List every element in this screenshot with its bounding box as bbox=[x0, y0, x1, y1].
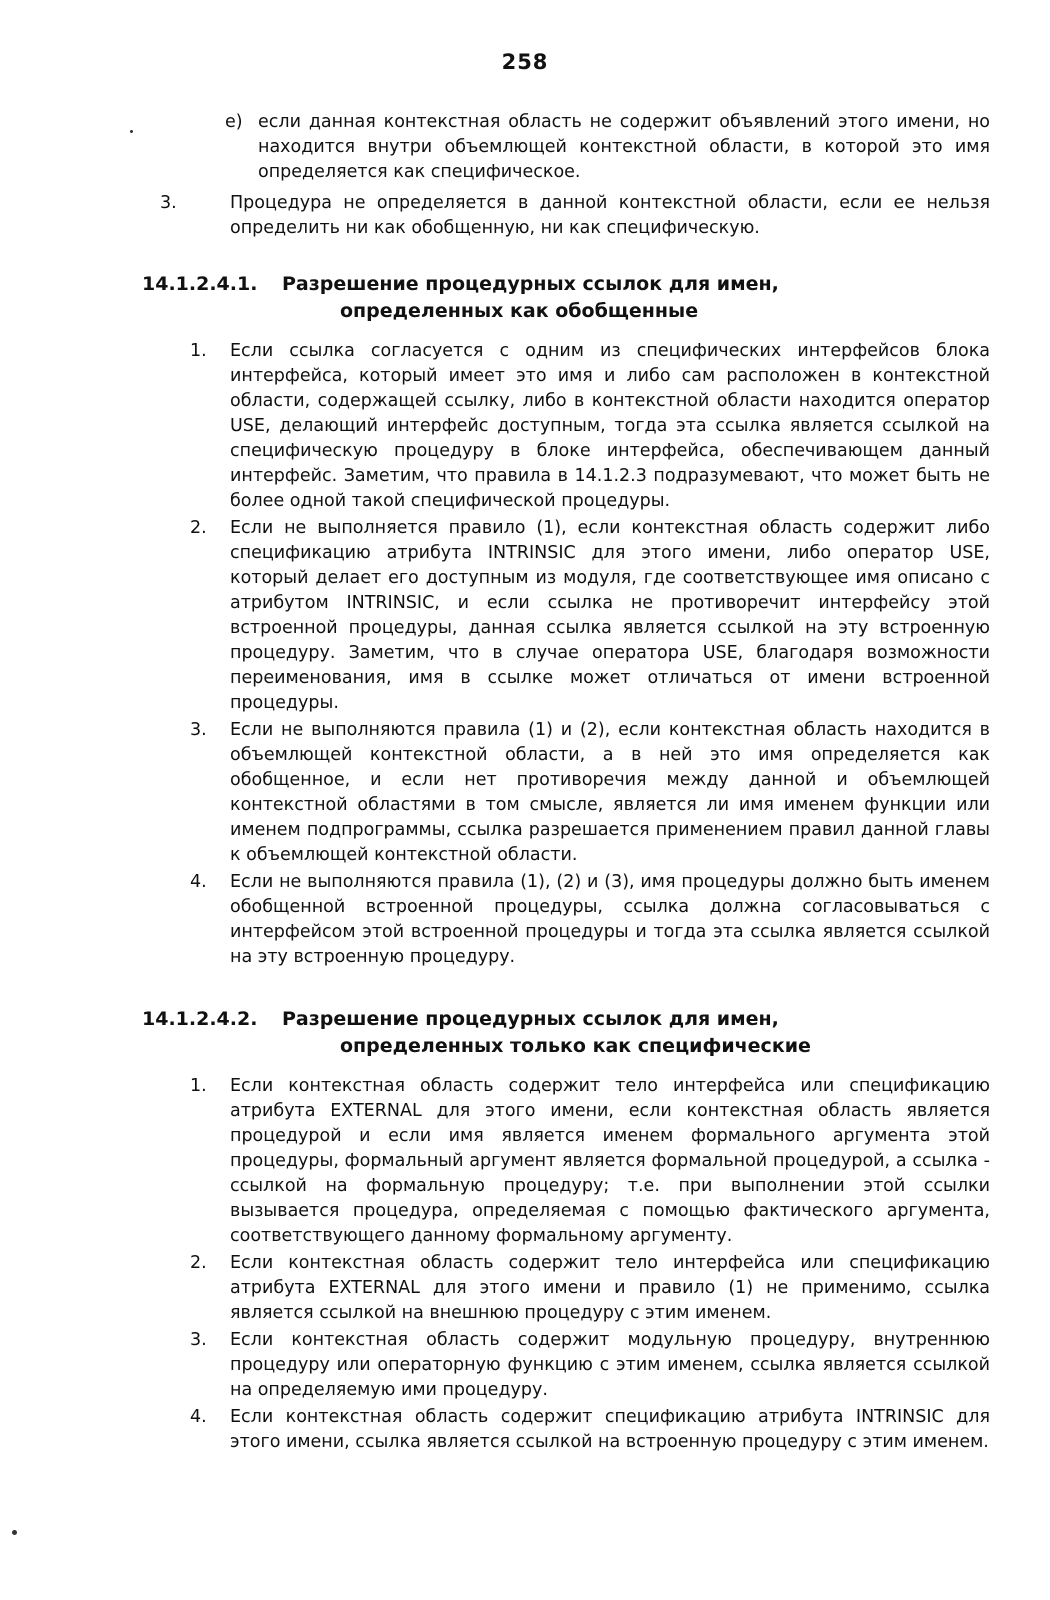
section-heading-14-1-2-4-2 bbox=[142, 1006, 990, 1060]
intro-item-e bbox=[160, 110, 990, 185]
section-number: 14.1.2.4.1. bbox=[142, 273, 258, 295]
section-title-line2: определенных только как специфические bbox=[340, 1035, 811, 1057]
list-item bbox=[160, 1328, 990, 1403]
intro-item-3 bbox=[160, 191, 990, 241]
list-item-text: Если контекстная область содержит тело интерфейса или спецификацию атрибута EXTERNAL для этого имени, если контекстная область является процедурой и если имя является именем формального аргумента этой процедуры, формальный аргумент является формальной процедурой, а ссылка - ссылкой на формальную процедуру; т.е. при выполнении этой ссылки вызывается процедура, определяемая с помощью фактического аргумента, соответствующего данному формальному аргументу. bbox=[230, 1076, 990, 1246]
scan-speck bbox=[12, 1530, 17, 1535]
list-item-marker: 4. bbox=[190, 872, 207, 892]
intro-item-e-text: если данная контекстная область не содержит объявлений этого имени, но находится внутри объемлющей контекстной области, в которой это имя определяется как специфическое. bbox=[258, 112, 990, 182]
list-item-text: Если контекстная область содержит спецификацию атрибута INTRINSIC для этого имени, ссылка является ссылкой на встроенную процедуру с этим именем. bbox=[230, 1407, 990, 1452]
section-title-line1: Разрешение процедурных ссылок для имен, bbox=[282, 273, 779, 295]
page-content bbox=[142, 110, 990, 1457]
page-number: 258 bbox=[501, 50, 549, 74]
section2-list bbox=[160, 1074, 990, 1455]
list-item-text: Если не выполняются правила (1), (2) и (3), имя процедуры должно быть именем обобщенной встроенной процедуры, ссылка должна согласовываться с интерфейсом этой встроенной процедуры и тогда эта ссылка является ссылкой на эту встроенную процедуру. bbox=[230, 872, 990, 967]
list-item-marker: 2. bbox=[190, 518, 207, 538]
intro-item-3-marker: 3. bbox=[160, 193, 177, 213]
list-item bbox=[160, 1251, 990, 1326]
list-item bbox=[160, 339, 990, 514]
intro-item-e-marker: е) bbox=[225, 112, 243, 132]
list-item-marker: 2. bbox=[190, 1253, 207, 1273]
list-item-text: Если не выполняются правила (1) и (2), если контекстная область находится в объемлющей контекстной области, а в ней это имя определяется как обобщенное, и если нет противоречия между данной и объемлющей контекстной областями в том смысле, является ли имя именем функции или именем подпрограммы, ссылка разрешается применением правил данной главы к объемлющей контекстной области. bbox=[230, 720, 990, 865]
section-title-line1: Разрешение процедурных ссылок для имен, bbox=[282, 1008, 779, 1030]
list-item-marker: 1. bbox=[190, 341, 207, 361]
list-item bbox=[160, 718, 990, 868]
list-item-text: Если ссылка согласуется с одним из специфических интерфейсов блока интерфейса, который имеет это имя и либо сам расположен в контекстной области, содержащей ссылку, либо в контекстной области находится оператор USE, делающий интерфейс доступным, тогда эта ссылка является ссылкой на специфическую процедуру в блоке интерфейса, обеспечивающем данный интерфейс. Заметим, что правила в 14.1.2.3 подразумевают, что может быть не более одной такой специфической процедуры. bbox=[230, 341, 990, 511]
list-item-marker: 3. bbox=[190, 720, 207, 740]
list-item-marker: 1. bbox=[190, 1076, 207, 1096]
section-title-line2: определенных как обобщенные bbox=[340, 300, 699, 322]
list-item bbox=[160, 516, 990, 716]
list-item bbox=[160, 1405, 990, 1455]
section1-list bbox=[160, 339, 990, 970]
list-item bbox=[160, 870, 990, 970]
list-item bbox=[160, 1074, 990, 1249]
list-item-text: Если контекстная область содержит тело интерфейса или спецификацию атрибута EXTERNAL для этого имени и правило (1) не применимо, ссылка является ссылкой на внешнюю процедуру с этим именем. bbox=[230, 1253, 990, 1323]
list-item-marker: 4. bbox=[190, 1407, 207, 1427]
scan-speck bbox=[130, 130, 133, 133]
section-number: 14.1.2.4.2. bbox=[142, 1008, 258, 1030]
list-item-marker: 3. bbox=[190, 1330, 207, 1350]
section-heading-14-1-2-4-1 bbox=[142, 271, 990, 325]
list-item-text: Если не выполняется правило (1), если контекстная область содержит либо спецификацию атрибута INTRINSIC для этого имени, либо оператор USE, который делает его доступным из модуля, где соответствующее имя описано с атрибутом INTRINSIC, и если ссылка не противоречит интерфейсу этой встроенной процедуры, данная ссылка является ссылкой на эту встроенную процедуру. Заметим, что в случае оператора USE, благодаря возможности переименования, имя в ссылке может отличаться от имени встроенной процедуры. bbox=[230, 518, 990, 713]
intro-item-3-text: Процедура не определяется в данной контекстной области, если ее нельзя определить ни как обобщенную, ни как специфическую. bbox=[230, 193, 990, 238]
list-item-text: Если контекстная область содержит модульную процедуру, внутреннюю процедуру или операторную функцию с этим именем, ссылка является ссылкой на определяемую ими процедуру. bbox=[230, 1330, 990, 1400]
